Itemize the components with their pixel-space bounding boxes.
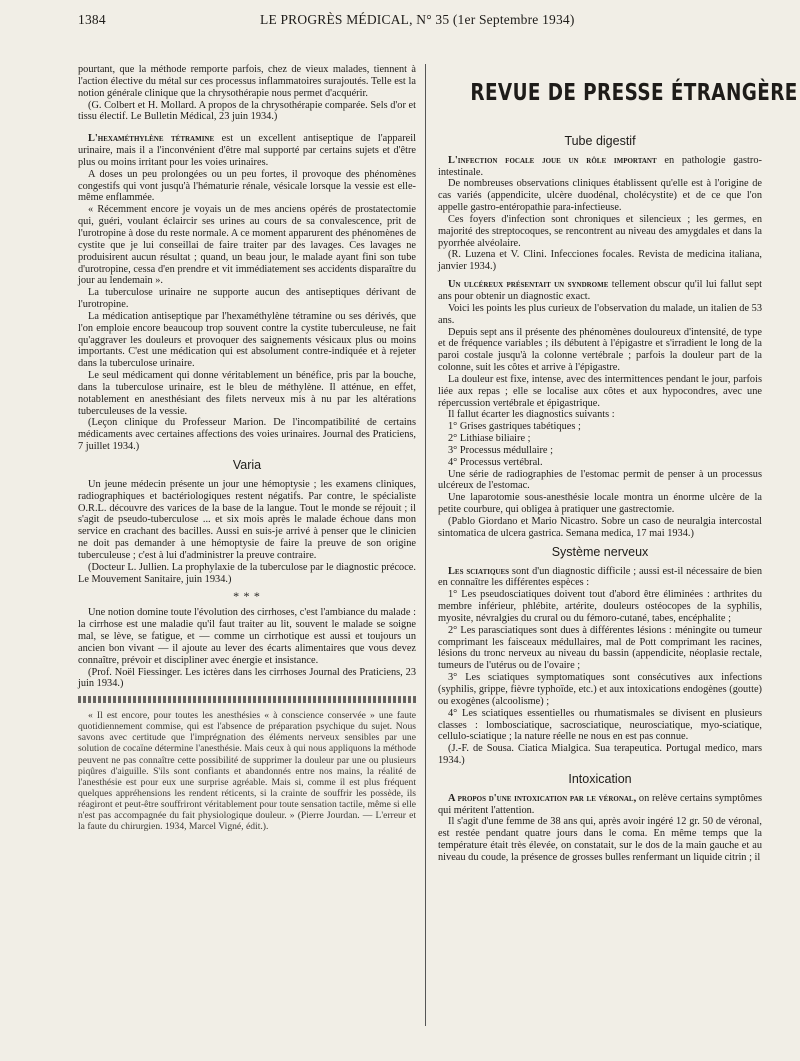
reference: (J.-F. de Sousa. Ciatica Mialgica. Sua terapeutica. Portugal medico, mars 1934.) — [438, 743, 762, 767]
lead-phrase: L'infection focale joue un rôle important — [448, 154, 657, 166]
right-column — [438, 64, 798, 864]
paragraph: 4° Les sciatiques essentielles ou rhumatismales se divisent en plusieurs classes : lombosciatique, sacrosciatique, neurosciatique, myo-sciatique, cellulo-sciatique ; la nature réelle ne nous en est pas connue. — [438, 707, 762, 743]
left-column — [78, 64, 416, 832]
paragraph: Voici les points les plus curieux de l'observation du malade, un italien de 53 ans. — [438, 302, 762, 326]
paragraph: pourtant, que la méthode remporte parfois, chez de vieux malades, tiennent à l'action élective du métal sur ces processus inflammatoires surajoutés. Telle est la notion générale clinique que la chrysothérapie nous permet d'acquérir. — [78, 64, 416, 99]
paragraph: 3° Les sciatiques symptomatiques sont consécutives aux infections (syphilis, grippe, fièvre typhoïde, etc.) et aux intoxications endogènes (goutte) ou exogènes (alcoolisme) ; — [438, 672, 762, 707]
quoted-paragraph: « Il est encore, pour toutes les anesthésies « à conscience conservée » une faute quotidiennement commise, qui est l'absence de préparation psychique du sujet. Nous savons avec certitude que l'imprégnation des éléments nerveux sensibles par une solution de cocaïne détermine l'anesthésie. Mais ceux à qui nous appliquons la méthode peuvent ne pas connaître cette possibilité de supprimer la douleur par une ou plusieurs piqûres d'aiguille. S'ils sont confiants et abandonnés entre nos mains, la réalité de l'anesthésie est pour eux une surprise agréable. Mais si, comme il est plus fréquent quelques appréhensions les rendent réticents, si la crainte de souffrir les possède, ils réagiront et peut-être souffriront véritablement pour toute sensation tactile, même si elle n'est pas accompagnée du fait physiologique douleur. » (Pierre Jourdan. — L'erreur et la faute du chirurgien. 1934, Marcel Vigné, édit.). — [78, 710, 416, 833]
paragraph: De nombreuses observations cliniques établissent qu'elle est à l'origine de cas variés (appendicite, ulcère duodénal, cholécystite) et de ce que l'on appelle gastro-entéropathie para-infectieuse. — [438, 178, 762, 214]
paragraph: Une notion domine toute l'évolution des cirrhoses, c'est l'ambiance du malade : la cirrhose est une maladie qu'il faut traiter au lit, souvent le malade se soigne mal, se lève, se fatigue, et — comme un cirrhotique est aussi et toujours un ancien bon vivant — il ajoute au lever des écarts alimentaires que vous devez connaître, prévoir et discipliner avec énergie et insistance. — [78, 607, 416, 666]
list-item: 3° Processus médullaire ; — [448, 444, 553, 456]
lead-phrase: Les sciatiques — [448, 565, 510, 577]
paragraph: Une série de radiographies de l'estomac permit de penser à un processus ulcéreux de l'estomac. — [438, 468, 762, 492]
paragraph: Il s'agit d'une femme de 38 ans qui, après avoir ingéré 12 gr. 50 de véronal, est restée pendant quatre jours dans le coma. En même temps que la température était très élevée, on constatait, sur le dos de la main gauche et au niveau du coude, la présence de grosses bulles renfermant un liquide citrin ; il — [438, 816, 762, 863]
reference: (Docteur L. Jullien. La prophylaxie de la tuberculose par le diagnostic précoce. Le Mouvement Sanitaire, juin 1934.) — [78, 561, 416, 585]
paragraph: La douleur est fixe, intense, avec des intermittences pendant le jour, parfois liée aux repas ; elle se localise aux côtes et aux hypocondres, avec une répercussion vertébrale et épigastrique. — [438, 373, 762, 409]
paragraph: L'hexaméthylène tétramine est un excellent antiseptique de l'appareil urinaire, mais il a l'inconvénient d'être mal supporté par certains sujets et d'être plus ou moins irritant pour les voies urinaires. — [78, 133, 416, 168]
section-title-intoxication: Intoxication — [568, 771, 632, 786]
paragraph: L'infection focale joue un rôle important en pathologie gastro-intestinale. — [438, 154, 762, 178]
section-title-varia: Varia — [232, 458, 262, 472]
paragraph: Le seul médicament qui donne véritablement un bénéfice, pris par la bouche, dans la tuberculose urinaire, est le bleu de méthylène. Il atténue, en effet, notablement en anesthésiant des filets nerveux mis à nu par les altérations tuberculeuses de la vessie. — [78, 370, 416, 417]
section-banner: REVUE DE PRESSE ÉTRANGÈRE — [470, 80, 798, 106]
lead-phrase: L'hexaméthylène tétramine — [88, 133, 215, 145]
asterism-separator: * * * — [233, 589, 261, 604]
section-title-tube-digestif: Tube digestif — [564, 133, 636, 148]
reference: (R. Luzena et V. Clini. Infecciones focales. Revista de medicina italiana, janvier 1934.) — [438, 249, 762, 273]
list-item: 2° Lithiase biliaire ; — [448, 433, 531, 445]
paragraph: A propos d'une intoxication par le véronal, on relève certains symptômes qui méritent l'attention. — [438, 792, 762, 816]
column-divider — [425, 64, 426, 1026]
paragraph: 1° Les pseudosciatiques doivent tout d'abord être éliminées : arthrites du membre inférieur, phlébite, artérite, douleurs ostéocopes de la syphilis, myosite, névralgies du crural ou du fémoro-cutané, tabes, encéphalite ; — [438, 589, 762, 624]
diagnosis-list — [438, 421, 762, 468]
paragraph: « Récemment encore je voyais un de mes anciens opérés de prostatectomie qui, guéri, voulant éclaircir ses urines au cours de sa convalescence, prit de l'urotropine à dose du reste normale. A ce moment apparurent des phénomènes de cystite que je lui conseillai de faire traiter par des lavages. Ces lavages ne produisirent aucun résultat ; quand, un beau jour, le malade ayant fini son tube d'urotropine, cessa d'en prendre et vit immédiatement ses accidents disparaître du jour au lendemain ». — [78, 204, 416, 287]
paragraph: Depuis sept ans il présente des phénomènes douloureux d'intensité, de type et de fréquence variables ; ils débutent à l'épigastre et s'irradient le long de la paroi costale jusqu'à la colonne vertébrale ; parfois la douleur part de la colonne, suit les côtes et arrive à l'épigastre. — [438, 326, 762, 374]
list-item: 1° Grises gastriques tabétiques ; — [448, 421, 581, 433]
paragraph: Une laparotomie sous-anesthésie locale montra un énorme ulcère de la petite courbure, qui obligea à pratiquer une gastrectomie. — [438, 492, 762, 516]
paragraph: Il fallut écarter les diagnostics suivants : — [448, 409, 615, 421]
paragraph: La tuberculose urinaire ne supporte aucun des antiseptiques dérivant de l'urotropine. — [78, 287, 416, 311]
reference: (Leçon clinique du Professeur Marion. De l'incompatibilité de certains médicaments avec certaines affections des voies urinaires. Journal des Praticiens, 7 juillet 1934.) — [78, 417, 416, 453]
paragraph: Un jeune médecin présente un jour une hémoptysie ; les examens cliniques, radiographiques et bactériologiques restent négatifs. Par contre, le spécialiste O.R.L. découvre des varices de la base de la langue. Tout le monde se réjouit ; il s'agit de pseudo-tuberculose ... et six mois après le malade échoue dans mon service en crachant des bacilles. Aussi en suis-je arrivé à penser que le clinicien ne doit pas demander à une hémoptysie de faire la preuve de son origine tuberculeuse ; c'est à lui d'administrer la preuve contraire. — [78, 478, 416, 561]
reference: (G. Colbert et H. Mollard. A propos de la chrysothérapie comparée. Sels d'or et tissu électif. Le Bulletin Médical, 23 juin 1934.) — [78, 99, 416, 123]
paragraph: A doses un peu prolongées ou un peu fortes, il provoque des phénomènes congestifs qui vont jusqu'à l'hématurie rénale, vésicale lorsque la vessie est elle-même enflammée. — [78, 168, 416, 204]
paragraph: 2° Les parasciatiques sont dues à différentes lésions : méningite ou tumeur comprimant les faisceaux médullaires, mal de Pott comprimant les racines, lésions du tronc nerveux au niveau du bassin (appendicite, néoplasie rectale, tumeurs de l'utérus ou de l'ovaire ; — [438, 624, 762, 672]
reference: (Prof. Noël Fiessinger. Les ictères dans les cirrhoses Journal des Praticiens, 23 juin 1934.) — [78, 666, 416, 690]
journal-title: LE PROGRÈS MÉDICAL, N° 35 (1er Septembre 1934) — [260, 12, 575, 27]
page-number: 1384 — [78, 12, 106, 27]
ornamental-rule — [78, 696, 416, 703]
lead-phrase: A propos d'une intoxication par le véronal, — [448, 792, 637, 804]
section-title-systeme-nerveux: Système nerveux — [551, 544, 649, 559]
reference: (Pablo Giordano et Mario Nicastro. Sobre un caso de neuralgia intercostal sintomatica de ulcera gastrica. Semana medica, 17 mai 1934.) — [438, 516, 762, 539]
list-item: 4° Processus vertébral. — [448, 456, 543, 468]
paragraph: Un ulcéreux présentait un syndrome tellement obscur qu'il lui fallut sept ans pour obtenir un diagnostic exact. — [438, 279, 762, 302]
lead-phrase: Un ulcéreux présentait un syndrome — [448, 279, 609, 291]
paragraph: Ces foyers d'infection sont chroniques et silencieux ; les germes, en majorité des streptocoques, se rencontrent au niveau des amygdales et dans la pyorrhée alvéolaire. — [438, 213, 762, 249]
paragraph: La médication antiseptique par l'hexaméthylène tétramine ou ses dérivés, que l'on emploie encore beaucoup trop souvent contre la cystite tuberculeuse, ne fait qu'aggraver les douleurs et provoquer des saignements vésicaux plus ou moins importants. C'est une médication qui est absolument contre-indiquée et à rejeter dans la tuberculose urinaire. — [78, 310, 416, 370]
page-header — [78, 6, 758, 32]
paragraph: Les sciatiques sont d'un diagnostic difficile ; aussi est-il nécessaire de bien en connaître les différentes espèces : — [438, 565, 762, 589]
